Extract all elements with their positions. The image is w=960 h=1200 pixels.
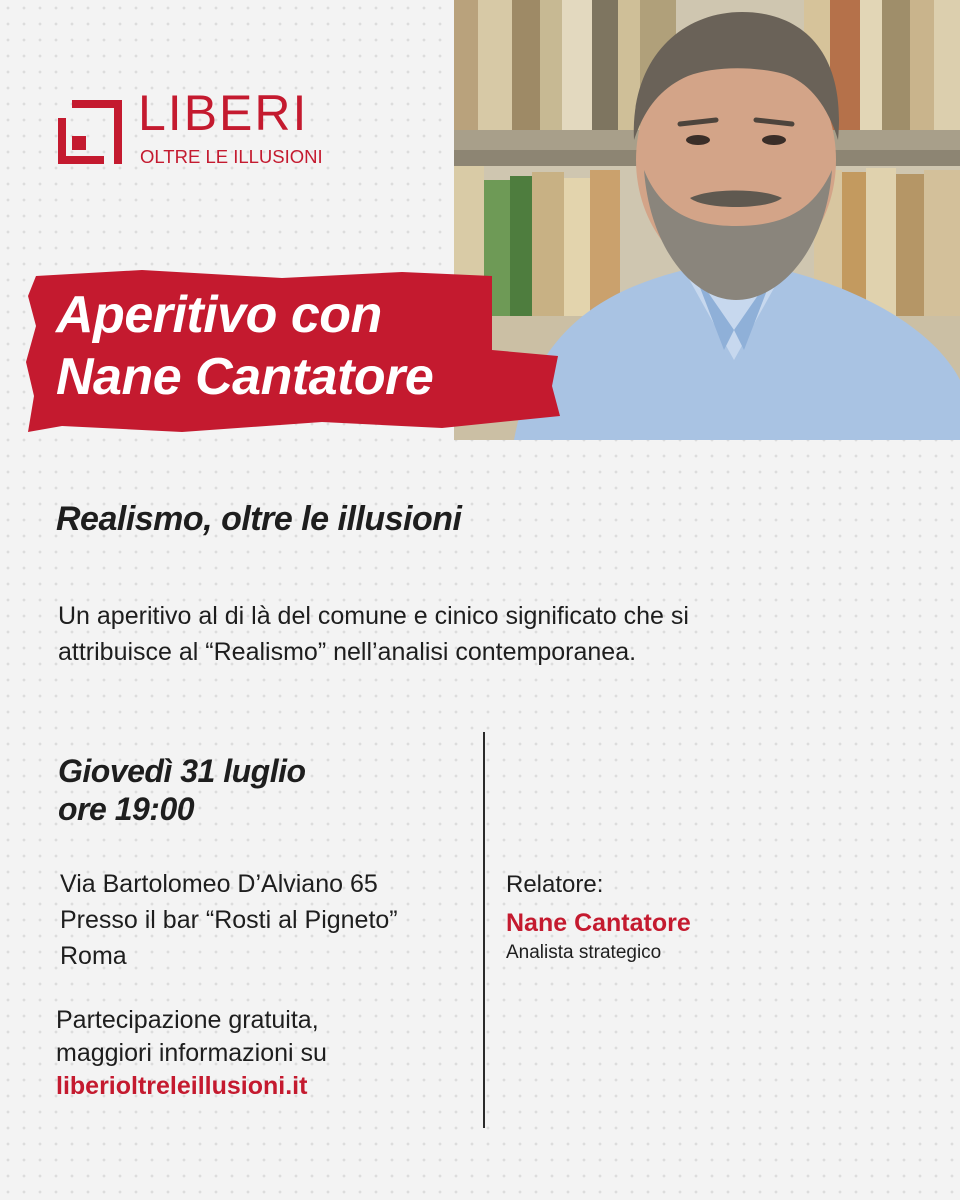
description-line2: attribuisce al “Realismo” nell’analisi contemporanea. (58, 638, 637, 666)
speaker-label: Relatore: (506, 871, 604, 898)
address-city: Roma (60, 942, 127, 970)
event-title-line1: Aperitivo con (56, 286, 382, 344)
speaker-role: Analista strategico (506, 942, 662, 963)
event-date: Giovedì 31 luglio (58, 753, 306, 789)
address-venue: Presso il bar “Rosti al Pigneto” (60, 906, 398, 934)
brand-logo (54, 85, 354, 172)
speaker-info (506, 868, 691, 966)
brand-title: LIBERI (138, 85, 309, 141)
event-datetime (58, 752, 306, 828)
logo-mark-icon (54, 96, 126, 168)
event-time: ore 19:00 (58, 791, 195, 827)
participation-info (56, 1004, 327, 1103)
participation-line1: Partecipazione gratuita, (56, 1006, 319, 1034)
description-line1: Un aperitivo al di là del comune e cinico significato che si (58, 602, 689, 630)
participation-line2: maggiori informazioni su (56, 1039, 327, 1067)
speaker-name: Nane Cantatore (506, 909, 691, 937)
event-title (56, 284, 433, 408)
title-banner (22, 266, 562, 440)
event-address (60, 866, 398, 974)
website-link[interactable]: liberioltreleillusioni.it (56, 1072, 308, 1100)
address-street: Via Bartolomeo D’Alviano 65 (60, 870, 378, 898)
event-description (58, 598, 818, 670)
event-title-line2: Nane Cantatore (56, 348, 434, 406)
event-subtitle: Realismo, oltre le illusioni (56, 500, 462, 538)
brand-subtitle: OLTRE LE ILLUSIONI (140, 146, 323, 167)
vertical-divider (483, 732, 485, 1128)
